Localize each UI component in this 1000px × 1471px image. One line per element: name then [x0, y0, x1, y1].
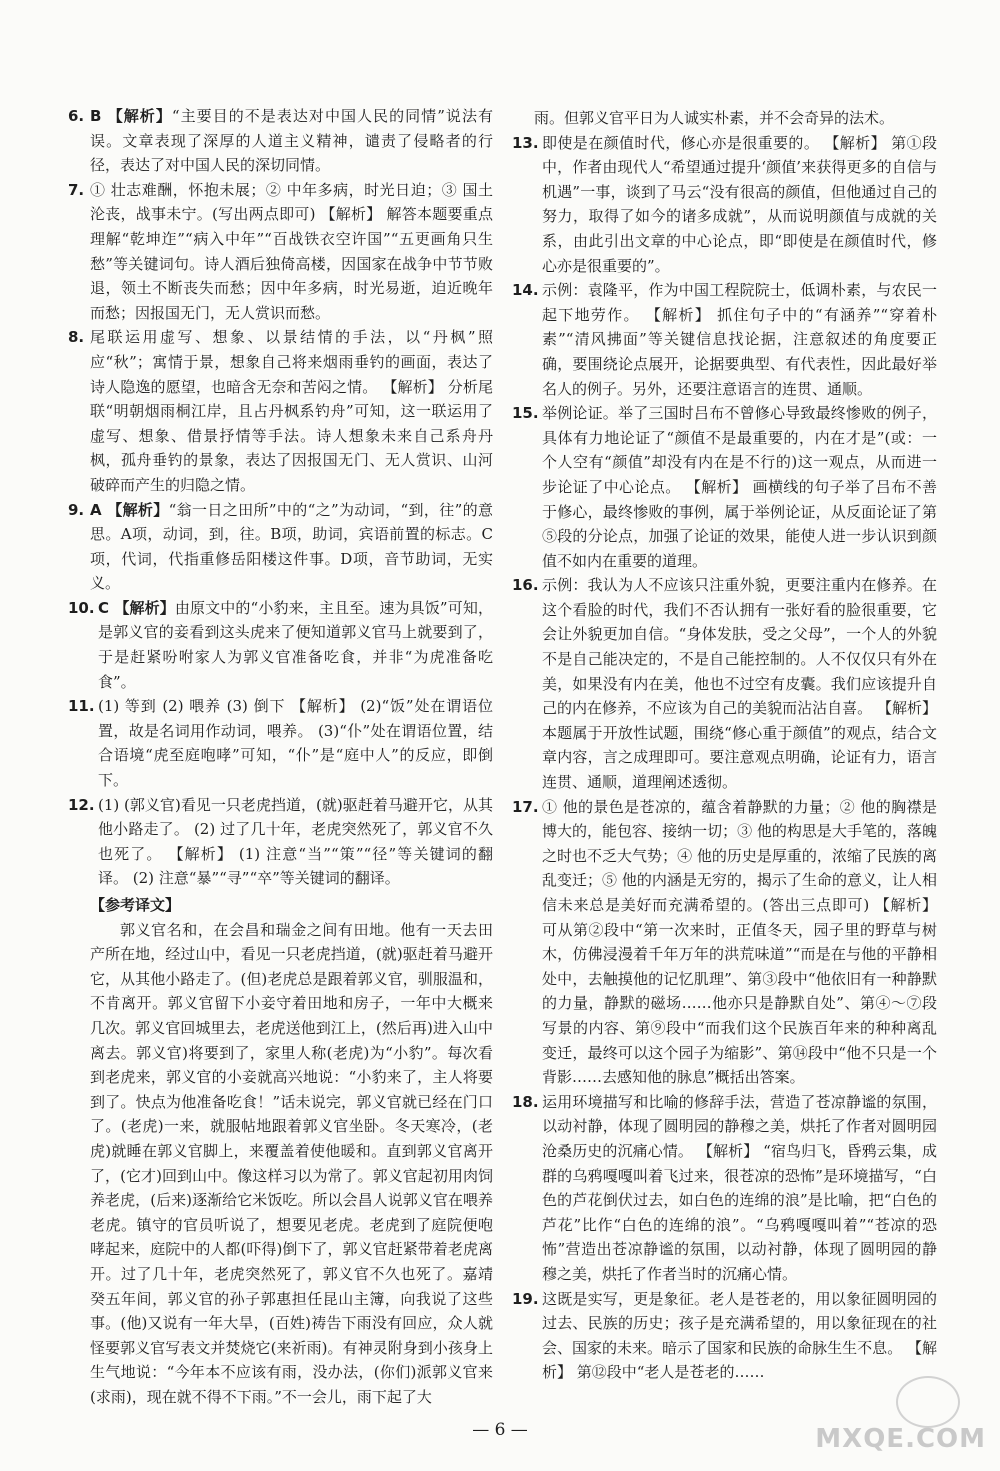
answer-text: 运用环境描写和比喻的修辞手法，营造了苍凉静谧的氛围，以动衬静，体现了圆明园的静穆之美，烘托了作者对圆明园沧桑历史的沉痛心情。 【解析】 “宿鸟归飞，昏鸦云集，成群的乌鸦嘎嘎叫着飞过来，很苍凉的恐怖”是环境描写，“白色的芦花倒伏过去，如白色的连绵的浪”是比喻，把“白色的芦花”比作“白色的连绵的浪”。“乌鸦嘎嘎叫着”“苍凉的恐怖”营造出苍凉静谧的氛围，以动衬静，体现了圆明园的静穆之美，烘托了作者当时的沉痛心情。 — [542, 1092, 937, 1283]
left-column — [68, 104, 493, 1409]
answer-item — [68, 178, 493, 326]
item-number: 9. — [68, 500, 85, 519]
answer-text: “翁一日之田所”中的“之”为动词，“到，往”的意思。A项，动词，到，往。B项，助词，宾语前置的标志。C项，代词，代指重修岳阳楼这件事。D项，音节助词，无实义。 — [90, 500, 493, 593]
answer-choice: C — [98, 598, 115, 617]
analysis-tag: 【解析】 — [114, 598, 175, 617]
answer-text: 由原文中的“小豹来，主且至。速为具饭”可知，是郭义官的妾看到这头虎来了便知道郭义官马上就要到了，于是赶紧吩咐家人为郭义官准备吃食，并非“为虎准备吃食”。 — [98, 598, 493, 691]
answer-item — [512, 795, 937, 1090]
answer-text: “主要目的不是表达对中国人民的同情”说法有误。文章表现了深厚的人道主义精神，谴责了侵略者的行径，表达了对中国人民的深切同情。 — [90, 107, 494, 175]
page-number: — 6 — — [472, 1420, 528, 1440]
answer-item — [68, 694, 493, 792]
analysis-tag: 【解析】 — [107, 107, 172, 125]
item-number: 19. — [512, 1289, 539, 1308]
item-number: 10. — [68, 598, 95, 617]
watermark: MXQE.COM — [815, 1424, 986, 1454]
answer-item — [512, 131, 937, 279]
answer-item — [68, 104, 493, 178]
answer-text: ① 壮志难酬，怀抱未展；② 中年多病，时光日迫；③ 国土沦丧，战事未宁。(写出两点即可) 【解析】 解答本题要重点理解“乾坤迮”“病入中年”“百战铁衣空许国”“五更画角只生愁”等关键词句。诗人酒后独倚高楼，因国家在战争中节节败退，领土不断丧失而愁；因中年多病，时光易逝，迫近晚年而愁；因报国无门，无人赏识而愁。 — [90, 180, 493, 322]
answer-item — [512, 1287, 937, 1385]
answer-text: (1) 等到 (2) 喂养 (3) 倒下 【解析】 (2)“饭”处在谓语位置，故是名词用作动词，喂养。 (3)“仆”处在谓语位置，结合语境“虎至庭咆哮”可知，“仆”是“庭中人”的反应，即倒下。 — [98, 697, 493, 790]
analysis-tag: 【解析】 — [107, 500, 169, 519]
answer-item — [512, 1090, 937, 1287]
item-number: 16. — [512, 576, 539, 595]
item-number: 8. — [68, 328, 85, 347]
answer-item — [68, 596, 493, 694]
right-column — [512, 106, 937, 1385]
answer-text: (1) (郭义官)看见一只老虎挡道，(就)驱赶着马避开它，从其他小路走了。 (2) 过了几十年，老虎突然死了，郭义官不久也死了。 【解析】 (1) 注意“当”“策”“径”等关键词的翻译。 (2) 注意“暴”“寻”“卒”等关键词的翻译。 — [98, 795, 493, 888]
answer-item — [512, 401, 937, 573]
item-number: 18. — [512, 1092, 539, 1111]
translation-heading: 【参考译文】 — [90, 896, 181, 914]
answer-text: 示例：我认为人不应该只注重外貌，更要注重内在修养。在这个看脸的时代，我们不否认拥有一张好看的脸很重要，它会让外貌更加自信。“身体发肤，受之父母”，一个人的外貌不是自己能决定的，不是自己能控制的。人不仅仅只有外在美，如果没有内在美，他也不过空有皮囊。我们应该提升自己的内在修养，不应该为自己的美貌而沾沾自喜。 【解析】 本题属于开放性试题，围绕“修心重于颜值”的观点，结合文章内容，言之成理即可。要注意观点明确，论证有力，语言连贯、通顺，道理阐述透彻。 — [542, 576, 937, 792]
item-number: 17. — [512, 797, 539, 816]
translation-body: 郭义官名和，在会昌和瑞金之间有田地。他有一天去田产所在地，经过山中，看见一只老虎挡道，(就)驱赶着马避开它，从其他小路走了。(但)老虎总是跟着郭义官，驯服温和，不肯离开。郭义官留下小妾守着田地和房子，一年中大概来几次。郭义官回城里去，老虎送他到江上，(然后再)进入山中离去。郭义官)将要到了，家里人称(老虎)为“小豹”。每次看到老虎来，郭义官的小妾就高兴地说：“小豹来了，主人将要到了。快点为他准备吃食！”话未说完，郭义官就已经在门口了。(老虎)一来，就服帖地跟着郭义官坐卧。冬天寒冷，(老虎)就睡在郭义官脚上，来覆盖着使他暖和。直到郭义官离开了，(它才)回到山中。像这样习以为常了。郭义官起初用肉饲养老虎，(后来)逐渐给它米饭吃。所以会昌人说郭义官在喂养老虎。镇守的官员听说了，想要见老虎。老虎到了庭院便咆哮起来，庭院中的人都(吓得)倒下了，郭义官赶紧带着老虎离开。过了几十年，老虎突然死了，郭义官不久也死了。嘉靖癸五年间，郭义官的孙子郭惠担任昆山主簿，向我说了这些事。(他)又说有一年大旱，(百姓)祷告下雨没有回应，众人就怪要郭义官写表文并焚烧它(来祈雨)。有神灵附身到小孩身上生气地说：“今年本不应该有雨，没办法，(你们)派郭义官来(求雨)，现在就不得不下雨。”不一会儿，雨下起了大 — [90, 920, 493, 1406]
answer-text: 这既是实写，更是象征。老人是苍老的，用以象征圆明园的过去、民族的历史；孩子是充满希望的，用以象征现在的社会、国家的未来。暗示了国家和民族的命脉生生不息。 【解析】 第⑫段中“老人是苍老的…… — [542, 1289, 937, 1382]
item-number: 12. — [68, 795, 95, 814]
answer-choice: A — [90, 500, 108, 519]
item-number: 13. — [512, 133, 539, 152]
item-number: 15. — [512, 404, 539, 423]
item-number: 11. — [68, 697, 95, 716]
watermark-logo-icon — [896, 1376, 960, 1428]
answer-item — [68, 325, 493, 497]
answer-item — [512, 278, 937, 401]
answer-item — [68, 498, 493, 596]
answer-text: 尾联运用虚写、想象、以景结情的手法，以“丹枫”照应“秋”；寓情于景，想象自己将来烟雨垂钓的画面，表达了诗人隐逸的愿望，也暗含无奈和苦闷之情。 【解析】 分析尾联“明朝烟雨桐江岸，且占丹枫系钓舟”可知，这一联运用了虚写、想象、借景抒情等手法。诗人想象未来自己系舟丹枫，孤舟垂钓的景象，表达了因报国无门、无人赏识、山河破碎而产生的归隐之情。 — [90, 328, 493, 494]
answer-text: ① 他的景色是苍凉的，蕴含着静默的力量；② 他的胸襟是博大的，能包容、接纳一切；③ 他的构思是大手笔的，落魄之时也不乏大气势；④ 他的历史是厚重的，浓缩了民族的离乱变迁；⑤ 他的内涵是无穷的，揭示了生命的意义，让人相信未来总是美好而充满希望的。(答出三点即可) 【解析】 可从第②段中“第一次来时，正值冬天，园子里的野草与树木，仿佛浸漫着千年万年的洪荒味道”“而是在与他的平静相处中，去触摸他的记忆肌理”、第③段中“他依旧有一种静默的力量，静默的磁场……他亦只是静默自处”、第④～⑦段写景的内容、第⑨段中“而我们这个民族百年来的种种离乱变迁，最终可以这个园子为缩影”、第⑭段中“他不只是一个背影……去感知他的脉息”概括出答案。 — [542, 797, 937, 1087]
answer-item — [68, 793, 493, 891]
answer-text: 即使是在颜值时代，修心亦是很重要的。 【解析】 第①段中，作者由现代人“希望通过提升‘颜值’来获得更多的自信与机遇”一事，谈到了马云“没有很高的颜值，但他通过自己的努力，取得了如今的诸多成就”，从而说明颜值与成就的关系，由此引出文章的中心论点，即“即使是在颜值时代，修心亦是很重要的”。 — [542, 133, 937, 275]
answer-item — [512, 573, 937, 794]
item-number: 7. — [68, 180, 85, 199]
answer-choice: B — [90, 107, 108, 125]
item-number: 6. — [68, 107, 85, 125]
answer-text: 举例论证。举了三国时吕布不曾修心导致最终惨败的例子，具体有力地论证了“颜值不是最重要的，内在才是”(或：一个人空有“颜值”却没有内在是不行的)这一观点，从而进一步论证了中心论点。 【解析】 画横线的句子举了吕布不善于修心，最终惨败的事例，属于举例论证，从反面论证了第⑤段的分论点，加强了论证的效果，能使人进一步认识到颜值不如内在重要的道理。 — [542, 404, 937, 570]
item-number: 14. — [512, 281, 539, 300]
continuation-text: 雨。但郭义官平日为人诚实朴素，并不会奇异的法术。 — [534, 109, 895, 127]
answer-text: 示例：袁隆平，作为中国工程院院士，低调朴素，与农民一起下地劳作。 【解析】 抓住句子中的“有涵养”“穿着朴素”“清风拂面”等关键信息找论据，注意叙述的角度要正确，要围绕论点展开，论据要典型、有代表性，因此最好举名人的例子。另外，还要注意语言的连贯、通顺。 — [542, 281, 937, 398]
